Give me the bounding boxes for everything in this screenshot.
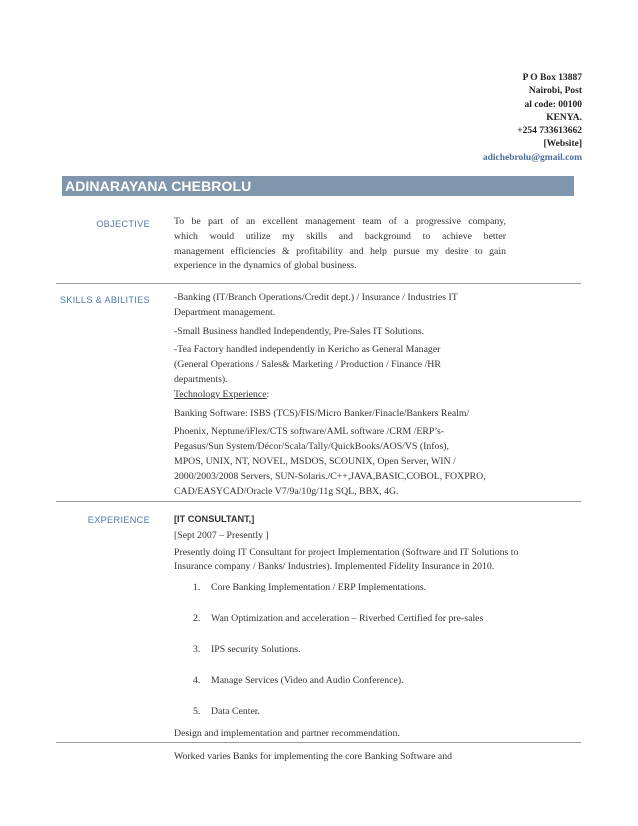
technology-heading xyxy=(174,388,514,403)
technology-heading-colon: : xyxy=(266,388,270,400)
list-number: 4. xyxy=(193,675,201,687)
skills-line: Banking Software: ISBS (TCS)/FIS/Micro Banker/Finacle/Bankers Realm/ xyxy=(174,407,470,419)
experience-text xyxy=(174,512,566,765)
section-divider xyxy=(56,283,581,284)
list-text: Data Center. xyxy=(211,706,260,718)
responsibility-list xyxy=(174,581,566,728)
list-number: 2. xyxy=(193,613,201,625)
objective-line: which would utilize my skills and background to achieve better xyxy=(174,230,506,242)
list-text: Core Banking Implementation / ERP Implementations. xyxy=(211,582,427,594)
experience-closing-line: Worked varies Banks for implementing the core Banking Software and xyxy=(174,750,453,762)
skills-line: MPOS, UNIX, NT, NOVEL, MSDOS, SCOUNIX, Open Server, WIN / xyxy=(174,455,456,467)
objective-line: management efficiencies & profitability and help pursue my desire to gain xyxy=(174,245,506,257)
name-banner xyxy=(62,176,574,196)
objective-line: To be part of an excellent management team of a progressive company, xyxy=(174,216,506,227)
contact-phone: +254 733613662 xyxy=(517,126,582,137)
contact-website[interactable]: [Website] xyxy=(543,139,582,150)
list-text: Manage Services (Video and Audio Conference). xyxy=(211,675,404,687)
candidate-name: ADINARAYANA CHEBROLU xyxy=(65,178,252,194)
experience-closing-line: Design and implementation and partner recommendation. xyxy=(174,728,400,740)
list-item xyxy=(174,643,566,666)
objective-text xyxy=(174,215,506,274)
objective-line: experience in the dynamics of global business. xyxy=(174,260,357,272)
contact-postal-code: al code: 00100 xyxy=(524,99,582,110)
list-text: Wan Optimization and acceleration – Riverbed Certified for pre-sales xyxy=(211,613,484,625)
contact-country: KENYA. xyxy=(546,112,582,123)
experience-label: EXPERIENCE xyxy=(87,515,150,525)
skills-line: Department management. xyxy=(174,306,276,318)
section-divider xyxy=(56,501,581,502)
job-dates: [Sept 2007 – Presently ] xyxy=(174,529,269,541)
job-title: [IT CONSULTANT,] xyxy=(174,514,255,524)
list-item xyxy=(174,612,566,635)
skills-line: departments). xyxy=(174,373,228,385)
list-number: 5. xyxy=(193,706,201,718)
section-divider xyxy=(56,742,581,743)
job-summary-line: Presently doing IT Consultant for project Implementation (Software and IT Solutions to xyxy=(174,546,519,558)
skills-line: -Banking (IT/Branch Operations/Credit dept.) / Insurance / Industries IT xyxy=(174,292,458,303)
skills-line: CAD/EASYCAD/Oracle V7/9a/10g/11g SQL, BBX, 4G. xyxy=(174,485,399,497)
contact-block xyxy=(282,72,582,165)
list-number: 1. xyxy=(193,582,201,594)
contact-city: Nairobi, Post xyxy=(528,86,582,97)
technology-heading-text: Technology Experience xyxy=(174,388,267,400)
skills-line: 2000/2003/2008 Servers, SUN-Solaris./C++,JAVA,BASIC,COBOL, FOXPRO, xyxy=(174,470,486,482)
skills-line: -Tea Factory handled independently in Kericho as General Manager xyxy=(174,344,441,356)
skills-line: (General Operations / Sales& Marketing / Production / Finance /HR xyxy=(174,359,441,371)
job-summary-line: Insurance company / Banks/ Industries). Implemented Fidelity Insurance in 2010. xyxy=(174,561,495,573)
skills-line: Phoenix, Neptune/iFlex/CTS software/AML software /CRM /ERP’s- xyxy=(174,426,445,438)
contact-po-box: P O Box 13887 xyxy=(522,73,582,83)
contact-email[interactable]: adichebrolu@gmail.com xyxy=(482,152,582,163)
list-item xyxy=(174,674,566,697)
list-number: 3. xyxy=(193,644,201,656)
list-text: IPS security Solutions. xyxy=(211,644,301,656)
list-item xyxy=(174,705,566,728)
skills-line: -Small Business handled Independently, Pre-Sales IT Solutions. xyxy=(174,325,425,337)
skills-label: SKILLS & ABILITIES xyxy=(59,295,150,305)
list-item xyxy=(174,581,566,604)
skills-line: Pegasus/Sun System/Décor/Scala/Tally/QuickBooks/AOS/VS (Infos), xyxy=(174,441,449,453)
skills-text xyxy=(174,291,514,499)
objective-label: OBJECTIVE xyxy=(96,219,150,229)
